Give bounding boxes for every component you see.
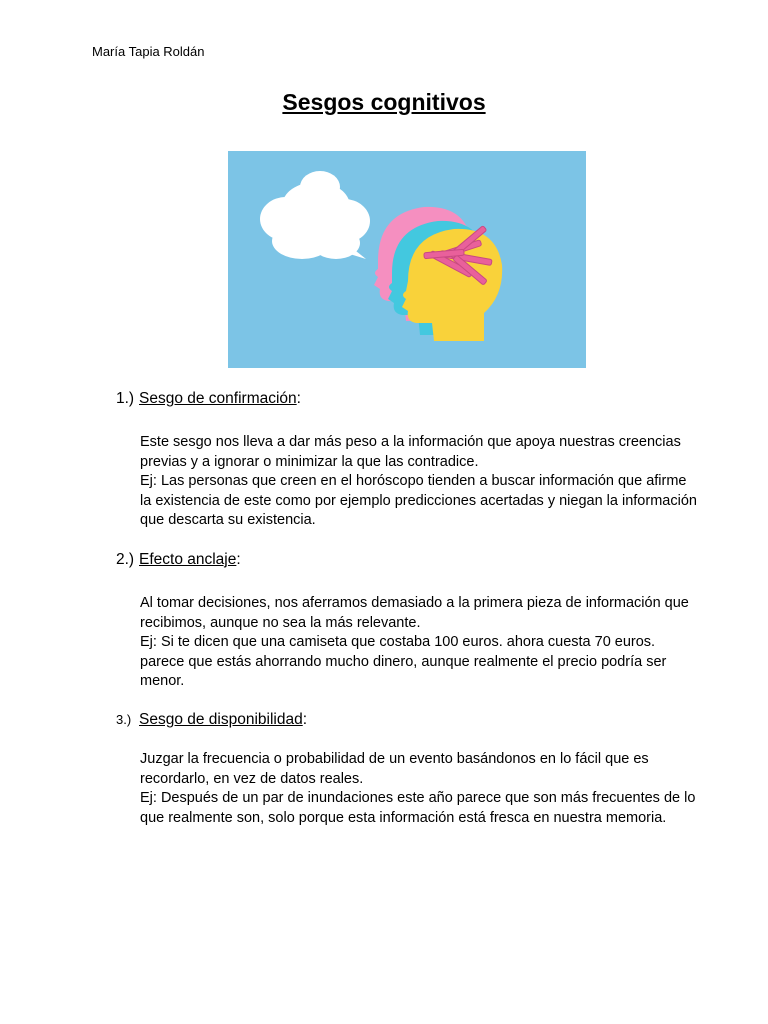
section-number: 3.) bbox=[116, 712, 132, 727]
section-example: Ej: Después de un par de inundaciones este año parece que son más frecuentes de lo que realmente son, solo porque esta información está fresca en nuestra memoria. bbox=[140, 790, 696, 826]
section-example: Ej: Si te dicen que una camiseta que costaba 100 euros. ahora cuesta 70 euros. parece que estás ahorrando mucho dinero, aunque realmente el precio podría ser menor. bbox=[140, 634, 667, 689]
section-colon: : bbox=[296, 390, 301, 407]
section-description: Este sesgo nos lleva a dar más peso a la información que apoya nuestras creencias previas y a ignorar o minimizar la que las contradice. bbox=[140, 434, 681, 470]
section-colon: : bbox=[302, 711, 308, 728]
section-body-confirmation bbox=[140, 433, 700, 531]
section-heading-availability bbox=[116, 710, 307, 730]
page-title: Sesgos cognitivos bbox=[282, 89, 486, 115]
section-body-availability bbox=[140, 750, 700, 828]
cognitive-heads-illustration bbox=[228, 151, 586, 368]
section-description: Al tomar decisiones, nos aferramos demasiado a la primera pieza de información que recibimos, aunque no sea la más relevante. bbox=[140, 595, 689, 631]
section-body-anchoring bbox=[140, 594, 700, 692]
section-heading-anchoring bbox=[116, 550, 241, 570]
section-number: 1.) bbox=[116, 390, 135, 407]
section-colon: : bbox=[236, 551, 241, 568]
section-description: Juzgar la frecuencia o probabilidad de un evento basándonos en lo fácil que es recordarlo, en vez de datos reales. bbox=[140, 751, 649, 787]
section-number: 2.) bbox=[116, 551, 135, 568]
section-title: Sesgo de disponibilidad bbox=[139, 711, 303, 728]
section-title: Efecto anclaje bbox=[139, 551, 237, 568]
section-example: Ej: Las personas que creen en el horóscopo tienden a buscar información que afirme la existencia de este como por ejemplo predicciones acertadas y niegan la información que descarta su existencia. bbox=[140, 473, 697, 528]
section-heading-confirmation bbox=[116, 389, 301, 409]
author-name: María Tapia Roldán bbox=[92, 44, 205, 59]
section-title: Sesgo de confirmación bbox=[139, 390, 297, 407]
